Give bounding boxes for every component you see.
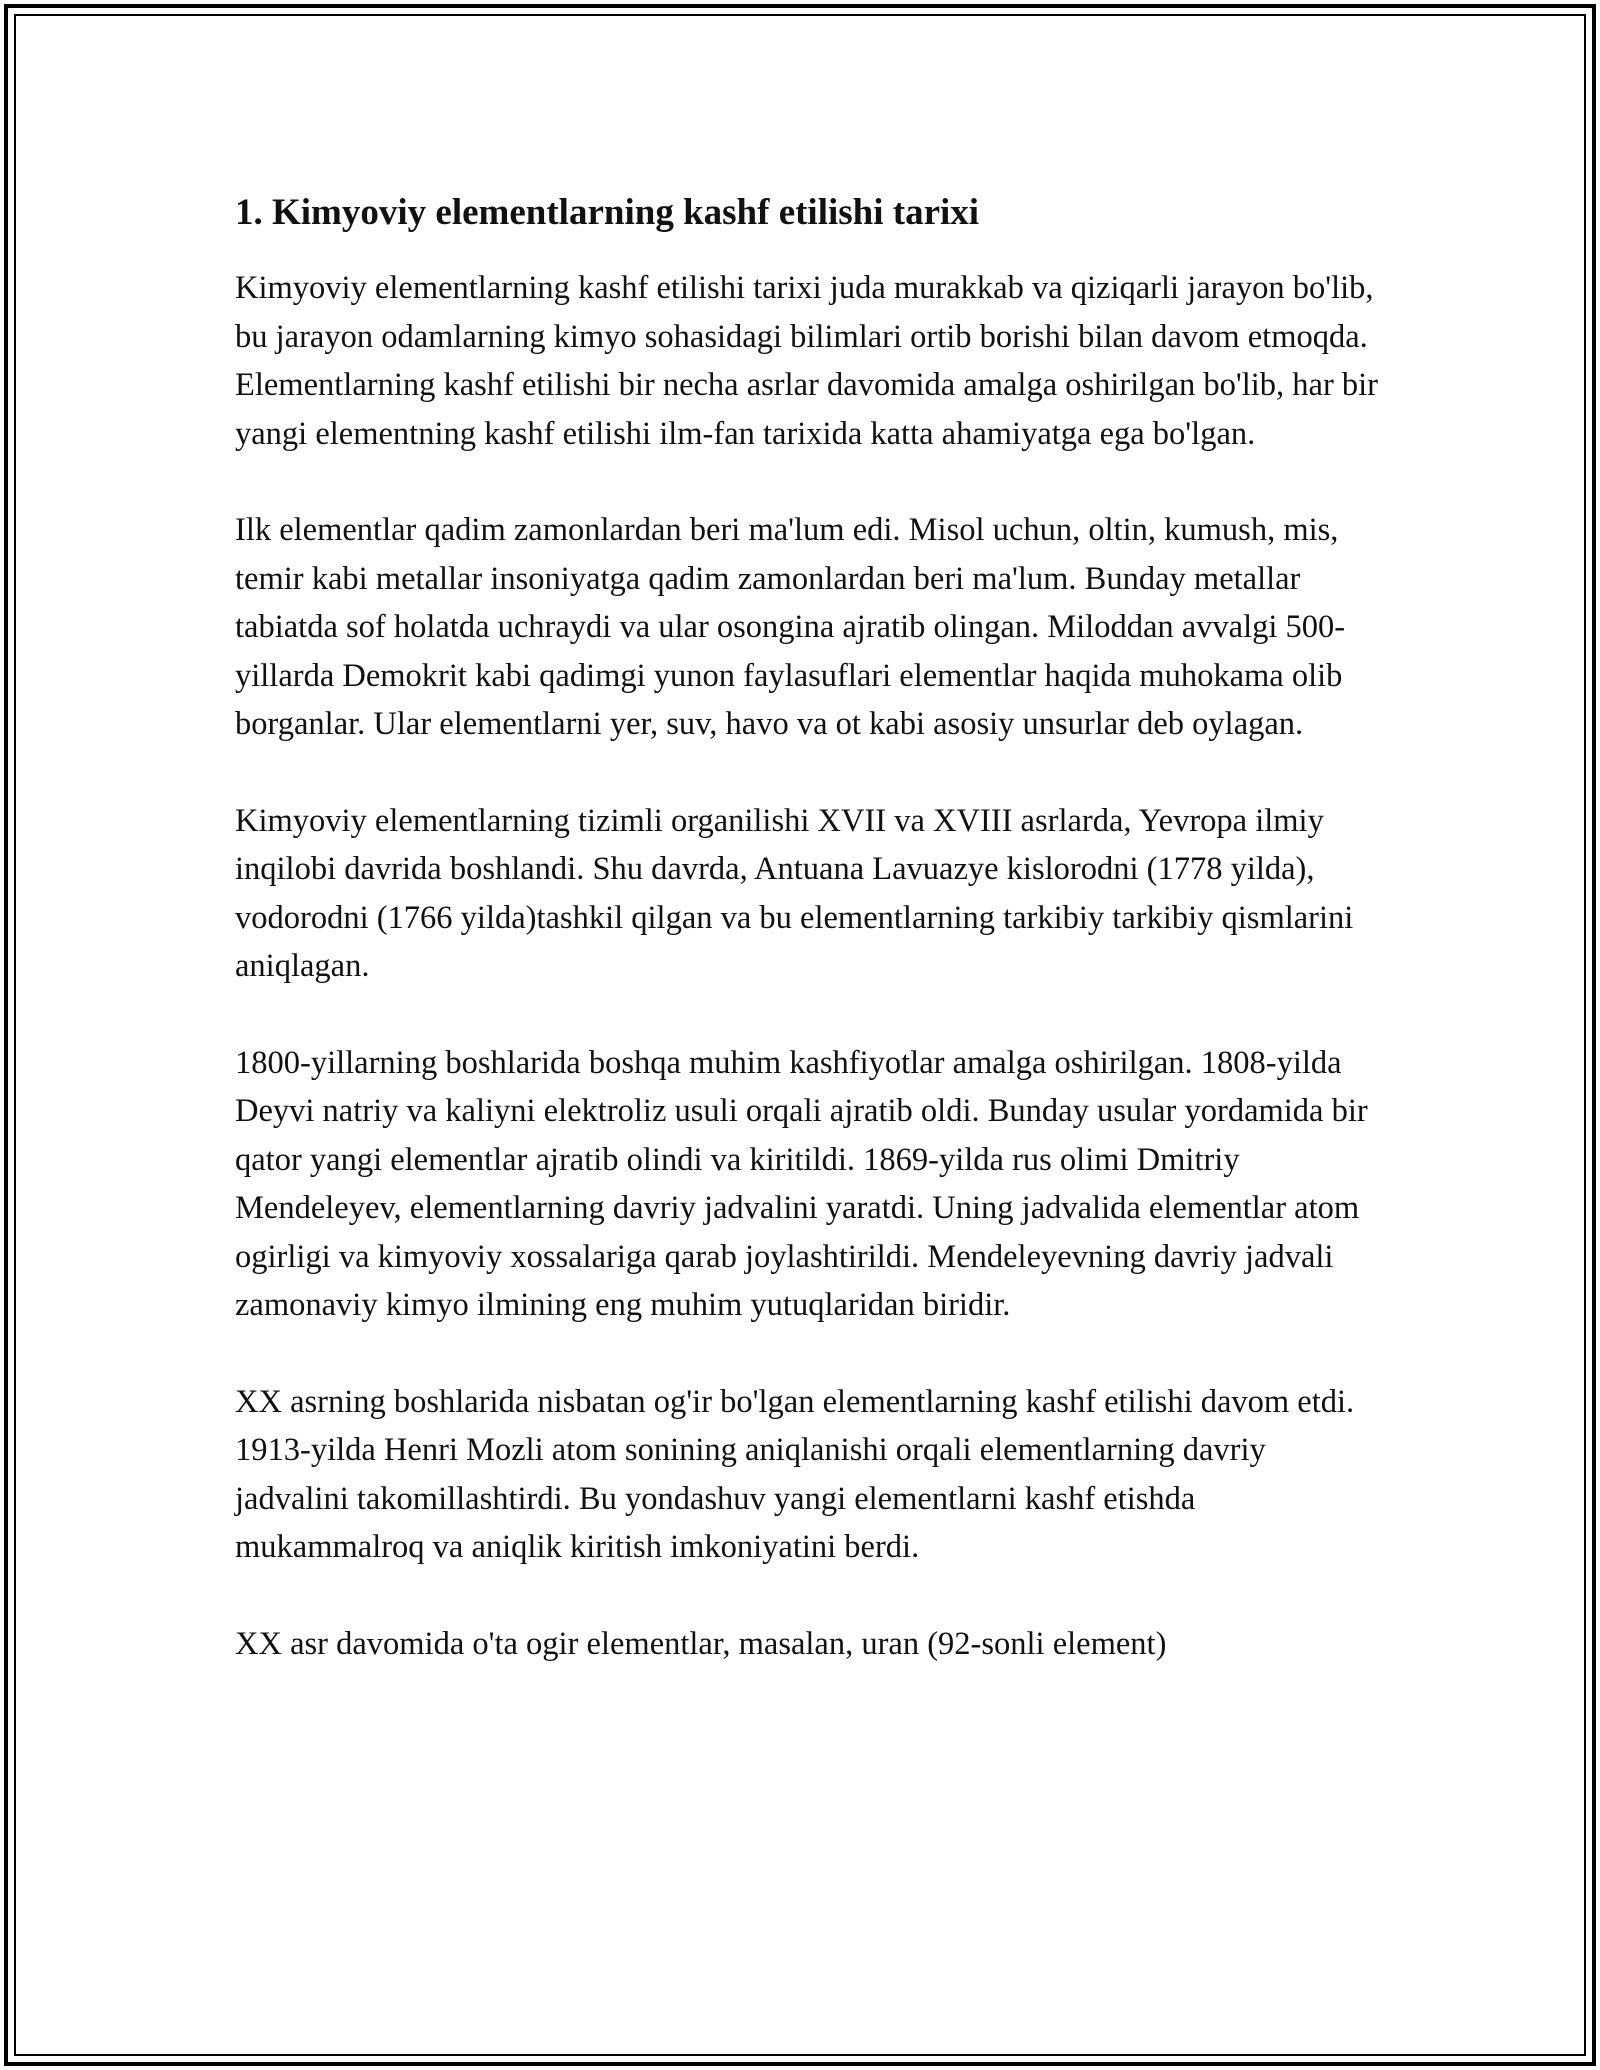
- paragraph-20th-century: XX asrning boshlarida nisbatan og'ir bo'lgan elementlarning kashf etilishi davom etdi. 1913-yilda Henri Mozli atom sonining aniqlanishi orqali elementlarning davriy jadvalini takomillashtirdi. Bu yondashuv yangi elementlarni kashf etishda mukammalroq va aniqlik kiritish imkoniyatini berdi.: [235, 1383, 1355, 1565]
- paragraph-ancient-elements: Ilk elementlar qadim zamonlardan beri ma'lum edi. Misol uchun, oltin, kumush, mis, temir kabi metallar insoniyatga qadim zamonlardan beri ma'lum. Bunday metallar tabiatda sof holatda uchraydi va ular osongina ajratib olingan. Miloddan avvalgi 500-yillarda Demokrit kabi qadimgi yunon faylasuflari elementlar haqida muhokama olib borganlar. Ular elementlarni yer, suv, havo va ot kabi asosiy unsurlar deb oylagan.: [235, 512, 1346, 742]
- section-heading: 1. Kimyoviy elementlarning kashf etilishi tarixi: [235, 192, 980, 233]
- paragraph-1800s-discoveries: 1800-yillarning boshlarida boshqa muhim kashfiyotlar amalga oshirilgan. 1808-yilda Deyvi natriy va kaliyni elektroliz usuli orqali ajratib oldi. Bunday usular yordamida bir qator yangi elementlar ajratib olindi va kiritildi. 1869-yilda rus olimi Dmitriy Mendeleyev, elementlarning davriy jadvalini yaratdi. Uning jadvalida elementlar atom ogirligi va kimyoviy xossalariga qarab joylashtirildi. Mendeleyevning davriy jadvali zamonaviy kimyo ilmining eng muhim yutuqlaridan biridir.: [235, 1044, 1368, 1323]
- paragraph-systematic-study: Kimyoviy elementlarning tizimli organilishi XVII va XVIII asrlarda, Yevropa ilmiy inqilobi davrida boshlandi. Shu davrda, Antuana Lavuazye kislorodni (1778 yilda), vodorodni (1766 yilda)tashkil qilgan va bu elementlarning tarkibiy tarkibiy qismlarini aniqlagan.: [235, 802, 1354, 984]
- paragraph-intro: Kimyoviy elementlarning kashf etilishi tarixi juda murakkab va qiziqarli jarayon bo'lib, bu jarayon odamlarning kimyo sohasidagi bilimlari ortib borishi bilan davom etmoqda. Elementlarning kashf etilishi bir necha asrlar davomida amalga oshirilgan bo'lib, har bir yangi elementning kashf etilishi ilm-fan tarixida katta ahamiyatga ega bo'lgan.: [235, 270, 1379, 452]
- document-body: [235, 188, 1385, 1716]
- paragraph-heavy-elements: XX asr davomida o'ta ogir elementlar, masalan, uran (92-sonli element): [235, 1625, 1167, 1662]
